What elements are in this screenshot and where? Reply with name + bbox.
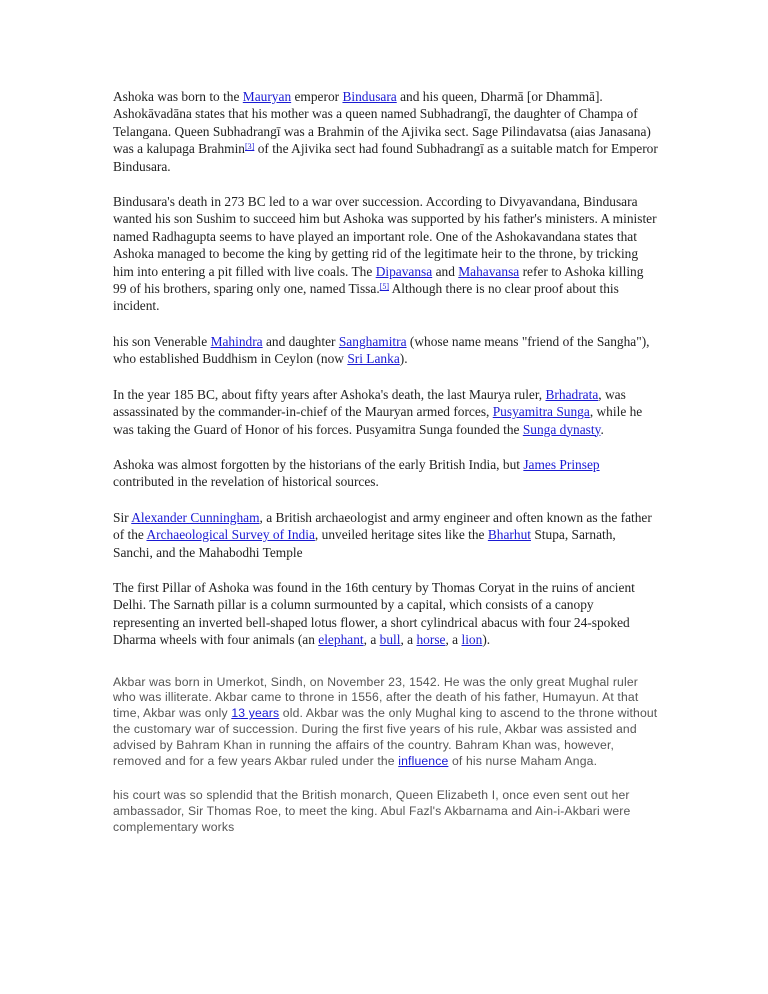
text-run: . [600, 421, 604, 437]
text-run: , unveiled heritage sites like the [314, 527, 488, 543]
paragraph [113, 333, 658, 368]
text-run: , was assassinated by the commander-in-chief of the Mauryan armed forces, [113, 386, 626, 420]
text-run: old. Akbar was the only Mughal king to ascend to the throne without the customary war of succession. During the first five years of his rule, Akbar was assisted and advised by Bahram Khan in running the affairs of the country. Bahram Khan was, however, removed and for a few years Akbar ruled under the [113, 706, 658, 769]
link-mahindra[interactable]: Mahindra [210, 333, 263, 349]
text-run: and his queen, Dharmā [or Dhammā]. Ashokāvadāna states that his mother was a queen named Subhadrangī, the daughter of Champa of Telangana. Queen Subhadrangī was a Brahmin of the Ajivika sect. Sage Pilindavatsa (aias Janasana) was a kalupaga Brahmin [113, 89, 651, 157]
text-run: Although there is no clear proof about this incident. [113, 281, 619, 314]
text-run: refer to Ashoka killing 99 of his brothers, sparing only one, named Tissa. [113, 263, 644, 297]
text-run: In the year 185 BC, about fifty years after Ashoka's death, the last Maurya ruler, [113, 386, 546, 402]
link-bull[interactable]: bull [379, 632, 401, 648]
link-bindusara[interactable]: Bindusara [342, 89, 397, 104]
paragraph [113, 509, 658, 561]
link-13-years[interactable]: 13 years [231, 706, 280, 721]
link-elephant[interactable]: elephant [318, 632, 364, 648]
link-sri-lanka[interactable]: Sri Lanka [347, 351, 400, 367]
link-brhadrata[interactable]: Brhadrata [545, 386, 599, 402]
text-run: and daughter [262, 333, 339, 349]
text-run: and [432, 263, 459, 279]
link-alexander-cunningham[interactable]: Alexander Cunningham [131, 509, 260, 525]
document-body [113, 88, 658, 854]
paragraph [113, 579, 658, 649]
text-run: , a British archaeologist and army engineer and often known as the father of the [113, 509, 652, 543]
link-horse[interactable]: horse [416, 632, 446, 648]
link-bharhut[interactable]: Bharhut [487, 527, 531, 543]
text-run: Ashoka was almost forgotten by the historians of the early British India, but [113, 456, 524, 472]
paragraph [113, 675, 658, 770]
link-mauryan[interactable]: Mauryan [242, 89, 292, 104]
link-lion[interactable]: lion [461, 632, 483, 648]
reference-superscript [245, 142, 254, 151]
paragraph [113, 386, 658, 438]
text-run: his son Venerable [113, 333, 211, 349]
text-run: emperor [291, 89, 343, 104]
paragraph [113, 193, 658, 315]
link-sunga-dynasty[interactable]: Sunga dynasty [522, 421, 601, 437]
text-run: of the Ajivika sect had found Subhadrangī as a suitable match for Emperor Bindusara. [113, 141, 658, 174]
text-run: Stupa, Sarnath, Sanchi, and the Mahabodhi Temple [113, 527, 616, 560]
link-sanghamitra[interactable]: Sanghamitra [338, 333, 407, 349]
reference-3[interactable]: [3] [245, 142, 255, 152]
text-run: , while he was taking the Guard of Honor of his forces. Pusyamitra Sunga founded the [113, 404, 643, 437]
paragraph [113, 788, 658, 836]
text-run: Akbar was born in Umerkot, Sindh, on November 23, 1542. He was the only great Mughal ruler who was illiterate. Akbar came to throne in 1556, after the death of his father, Humayun. At that time, Akbar was only [113, 674, 639, 721]
text-run: (whose name means "friend of the Sangha"), who established Buddhism in Ceylon (now [113, 333, 650, 367]
text-run: ). [399, 351, 408, 367]
text-run: , a [400, 632, 417, 648]
link-influence[interactable]: influence [398, 754, 449, 769]
text-run: Sir [113, 509, 132, 525]
text-run: Ashoka was born to the [113, 89, 243, 104]
link-pusyamitra-sunga[interactable]: Pusyamitra Sunga [492, 404, 590, 420]
text-run: ). [482, 632, 491, 648]
text-run: , a [445, 632, 462, 648]
text-run: of his nurse Maham Anga. [448, 754, 598, 769]
link-dipavansa[interactable]: Dipavansa [375, 263, 433, 279]
link-archaeological-survey[interactable]: Archaeological Survey of India [146, 527, 315, 543]
paragraph [113, 456, 658, 491]
text-run: contributed in the revelation of historical sources. [113, 474, 379, 490]
link-mahavansa[interactable]: Mahavansa [458, 263, 520, 279]
link-james-prinsep[interactable]: James Prinsep [523, 456, 600, 472]
reference-5[interactable]: [5] [379, 282, 390, 292]
text-run: his court was so splendid that the British monarch, Queen Elizabeth I, once even sent out her ambassador, Sir Thomas Roe, to meet the king. Abul Fazl's Akbarnama and Ain-i-Akbari were complementary works [113, 788, 631, 834]
paragraph [113, 88, 658, 175]
text-run: The first Pillar of Ashoka was found in the 16th century by Thomas Coryat in the ruins of ancient Delhi. The Sarnath pillar is a column surmounted by a capital, which consists of a canopy representing an inverted bell-shaped lotus flower, a short cylindrical abacus with four 24-spoked Dharma wheels with four animals (an [113, 579, 635, 648]
text-run: Bindusara's death in 273 BC led to a war over succession. According to Divyavandana, Bindusara wanted his son Sushim to succeed him but Ashoka was supported by his father's ministers. A minister named Radhagupta seems to have played an important role. One of the Ashokavandana states that Ashoka managed to become the king by getting rid of the legitimate heir to the throne, by tricking him into entering a pit filled with live coals. The [113, 194, 657, 279]
reference-superscript [380, 282, 389, 291]
text-run: , a [363, 632, 380, 648]
